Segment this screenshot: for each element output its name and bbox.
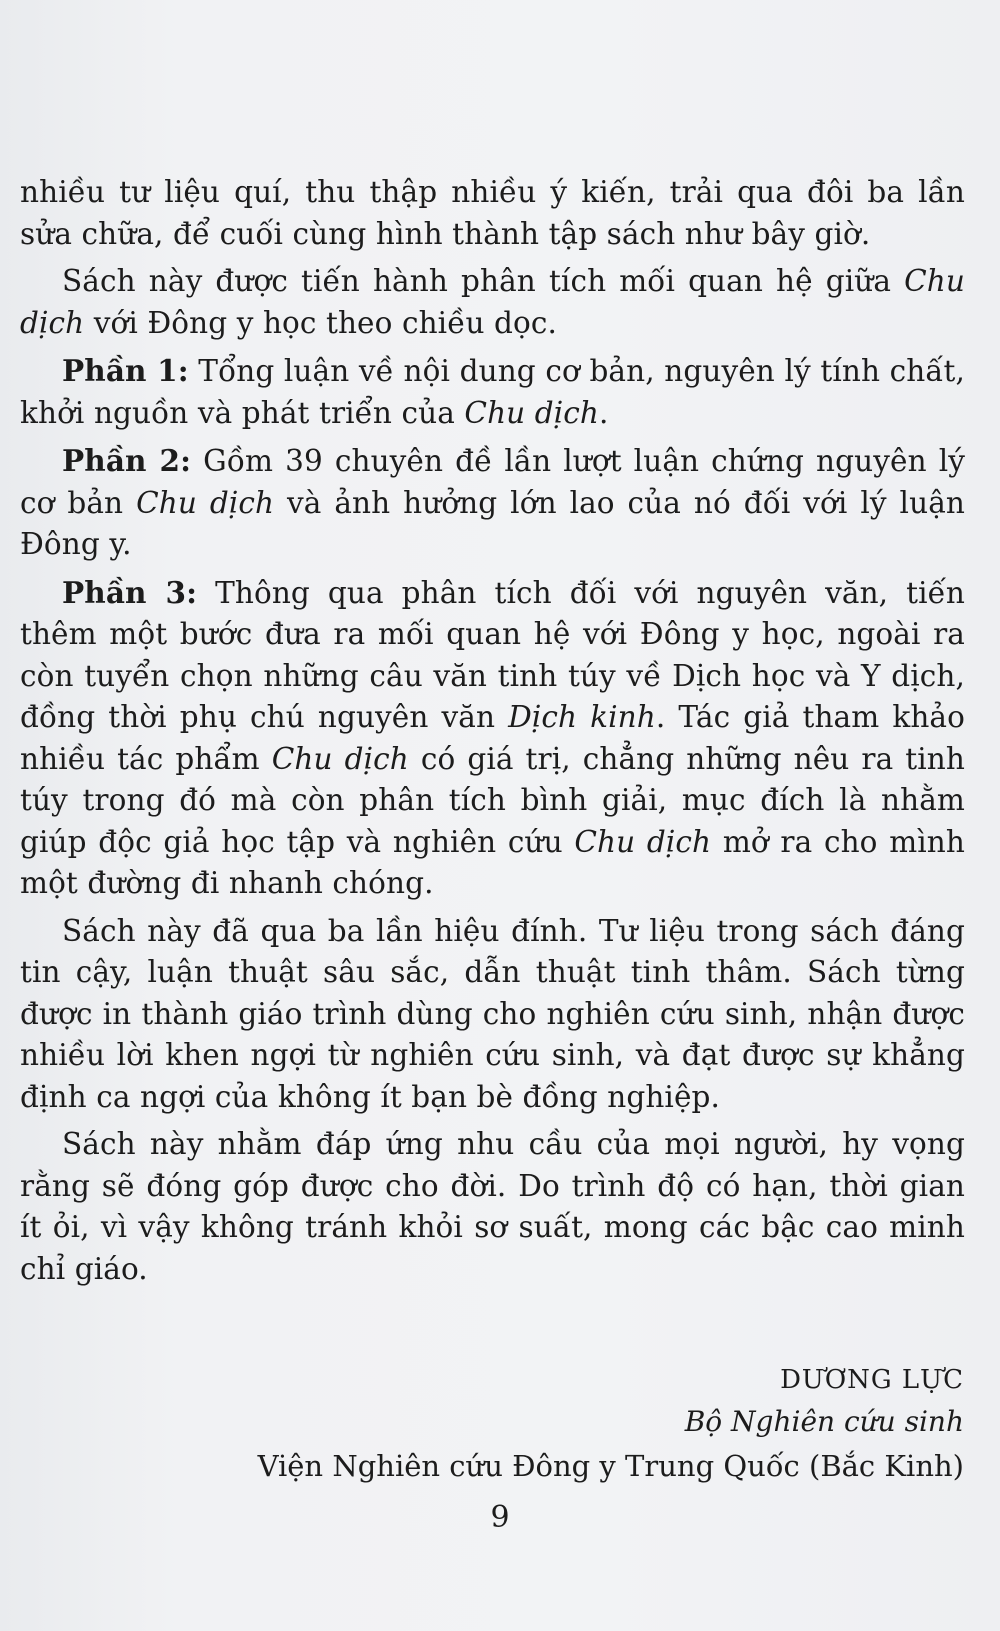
paragraph-text: với Đông y học theo chiều dọc. <box>84 305 557 340</box>
paragraph-continuation <box>20 172 965 255</box>
paragraph-part-3 <box>20 572 965 905</box>
book-title-chu-dich: Chu dịch <box>464 395 599 430</box>
book-title-chu-dich: Chu dịch <box>574 824 712 859</box>
part-3-label: Phần 3: <box>62 574 198 610</box>
paragraph-part-2 <box>20 440 965 566</box>
book-title-chu-dich: Chu dịch <box>136 485 275 520</box>
paragraph-text: Thông qua phân tích đối với nguyên văn, tiến thêm một bước đưa ra mối quan hệ với Đông y học, ngoài ra còn tuyển chọn những câu văn tinh túy về Dịch học và Y dịch, đồng thời phụ chú nguyên văn <box>20 575 965 734</box>
body-text <box>20 172 965 1296</box>
signature-block <box>64 1360 964 1488</box>
paragraph-text: Sách này đã qua ba lần hiệu đính. Tư liệu trong sách đáng tin cậy, luận thuật sâu sắc, dẫn thuật tinh thâm. Sách từng được in thành giáo trình dùng cho nghiên cứu sinh, nhận được nhiều lời khen ngợi từ nghiên cứu sinh, và đạt được sự khẳng định ca ngợi của không ít bạn bè đồng nghiệp. <box>20 913 965 1114</box>
paragraph-analysis-intro <box>20 261 965 344</box>
author-institute: Viện Nghiên cứu Đông y Trung Quốc (Bắc Kinh) <box>257 1449 964 1483</box>
paragraph-revisions <box>20 911 965 1119</box>
paragraph-text: Sách này được tiến hành phân tích mối quan hệ giữa <box>62 264 905 298</box>
author-department: Bộ Nghiên cứu sinh <box>684 1405 964 1438</box>
paragraph-text: và ảnh hưởng lớn lao của nó đối với lý luận Đông y. <box>20 485 965 561</box>
paragraph-text: có giá trị, chẳng những nêu ra tinh túy trong đó mà còn phân tích bình giải, mục đích là nhằm giúp độc giả học tập và nghiên cứu <box>20 741 965 859</box>
paragraph-text: . <box>599 395 609 430</box>
paragraph-part-1 <box>20 350 965 434</box>
part-2-label: Phần 2: <box>62 443 192 478</box>
author-name: DƯƠNG LỰC <box>780 1365 964 1395</box>
book-title-chu-dich: Chu dịch <box>271 741 409 776</box>
paragraph-text: Gồm 39 chuyên đề lần lượt luận chứng nguyên lý cơ bản <box>20 444 965 520</box>
paragraph-text: . Tác giả tham khảo nhiều tác phẩm <box>20 700 965 776</box>
paragraph-text: Sách này nhằm đáp ứng nhu cầu của mọi người, hy vọng rằng sẽ đóng góp được cho đời. Do trình độ có hạn, thời gian ít ỏi, vì vậy không tránh khỏi sơ suất, mong các bậc cao minh chỉ giáo. <box>20 1127 965 1286</box>
page-number: 9 <box>490 1500 510 1535</box>
paragraph-text: mở ra cho mình một đường đi nhanh chóng. <box>20 824 966 900</box>
paragraph-text: nhiều tư liệu quí, thu thập nhiều ý kiến, trải qua đôi ba lần sửa chữa, để cuối cùng hình thành tập sách như bây giờ. <box>20 175 965 251</box>
paragraph-text: Tổng luận về nội dung cơ bản, nguyên lý tính chất, khởi nguồn và phát triển của <box>20 354 965 430</box>
book-title-dich-kinh: Dịch kinh <box>508 700 656 734</box>
book-title-chu-dich: Chu dịch <box>20 264 965 340</box>
part-1-label: Phần 1: <box>62 353 189 388</box>
paragraph-closing <box>20 1124 965 1290</box>
